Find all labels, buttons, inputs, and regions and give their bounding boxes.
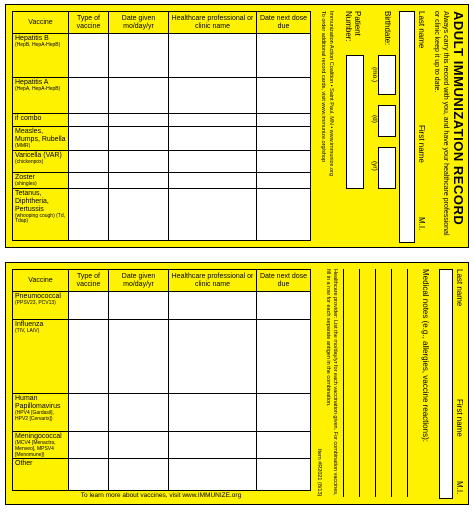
name-field[interactable] — [439, 269, 453, 499]
patient-number-label: Patient Number: — [344, 11, 362, 42]
entry-cell[interactable] — [69, 188, 109, 240]
birth-year-field[interactable] — [378, 147, 396, 189]
entry-cell[interactable] — [109, 320, 169, 394]
year-hint: (yr) — [371, 161, 378, 171]
mi-label: M.I. — [417, 217, 426, 231]
vaccine-cell — [13, 320, 69, 394]
table-row — [13, 114, 311, 127]
mi-label: M.I. — [455, 481, 464, 495]
header-next-dose: Date next dose due — [257, 12, 311, 34]
vaccine-cell — [13, 78, 69, 114]
name-field[interactable] — [399, 11, 415, 243]
vaccine-abbrev: (HepA, HepA-HepB) — [15, 86, 61, 92]
entry-cell[interactable] — [257, 292, 311, 320]
last-name-label: Last name — [417, 11, 426, 49]
entry-cell[interactable] — [257, 34, 311, 78]
table-header-row — [13, 12, 311, 34]
entry-cell[interactable] — [109, 432, 169, 459]
first-name-label: First name — [417, 125, 426, 163]
vaccine-cell — [13, 188, 69, 240]
entry-cell[interactable] — [257, 459, 311, 491]
last-name-label: Last name — [455, 269, 464, 307]
vaccine-name: Hepatitis A — [15, 79, 49, 86]
vaccine-abbrev: (HepB, HepA-HepB) — [15, 42, 61, 48]
entry-cell[interactable] — [257, 172, 311, 188]
vaccine-cell — [13, 34, 69, 78]
entry-cell[interactable] — [69, 150, 109, 172]
table-row — [13, 188, 311, 240]
entry-cell[interactable] — [169, 150, 257, 172]
notes-line — [343, 269, 344, 497]
table-row — [13, 78, 311, 114]
entry-cell[interactable] — [257, 78, 311, 114]
entry-cell[interactable] — [257, 320, 311, 394]
vaccine-cell — [13, 150, 69, 172]
table-row — [13, 292, 311, 320]
birth-month-field[interactable] — [378, 55, 396, 95]
entry-cell[interactable] — [109, 459, 169, 491]
vaccine-abbrev: (MCV4 [Menactra, Menveo], MPSV4 [Menomune]) — [15, 440, 56, 458]
vaccine-name: Measles, Mumps, Rubella — [15, 128, 66, 143]
table-row — [13, 127, 311, 151]
entry-cell[interactable] — [257, 394, 311, 432]
header-vaccine: Vaccine — [13, 270, 69, 292]
vaccine-cell — [13, 292, 69, 320]
vaccine-cell — [13, 459, 69, 491]
vaccine-cell — [13, 432, 69, 459]
entry-cell[interactable] — [69, 459, 109, 491]
entry-cell[interactable] — [109, 78, 169, 114]
entry-cell[interactable] — [109, 127, 169, 151]
header-date-given: Date given mo/day/yr — [109, 270, 169, 292]
header-vaccine: Vaccine — [13, 12, 69, 34]
table-row — [13, 394, 311, 432]
entry-cell[interactable] — [169, 459, 257, 491]
table-header-row — [13, 270, 311, 292]
entry-cell[interactable] — [109, 34, 169, 78]
vaccine-abbrev: (whooping cough) (Td, Tdap) — [15, 212, 66, 225]
front-info-panel — [312, 5, 470, 247]
entry-cell[interactable] — [109, 150, 169, 172]
table-row — [13, 172, 311, 188]
vaccine-cell — [13, 127, 69, 151]
vaccine-name: Pneumococcal — [15, 293, 61, 300]
header-date-given: Date given mo/day/yr — [109, 12, 169, 34]
entry-cell[interactable] — [69, 292, 109, 320]
card-footer: Immunization Action Coalition • Saint Paul, MN • www.immunize.org — [328, 11, 334, 176]
entry-cell[interactable] — [169, 78, 257, 114]
entry-cell[interactable] — [69, 432, 109, 459]
first-name-label: First name — [455, 399, 464, 437]
entry-cell[interactable] — [109, 188, 169, 240]
entry-cell[interactable] — [69, 78, 109, 114]
table-row — [13, 459, 311, 491]
table-row — [13, 150, 311, 172]
patient-number-field[interactable] — [346, 55, 364, 189]
entry-cell[interactable] — [69, 127, 109, 151]
notes-line — [391, 269, 392, 497]
learn-more-footer: To learn more about vaccines, visit www.IMMUNIZE.org — [80, 492, 242, 499]
card-footer-order: To order additional record cards, visit www.immunize.org/shop — [320, 11, 326, 163]
table-row — [13, 34, 311, 78]
back-info-panel — [312, 263, 470, 504]
entry-cell[interactable] — [257, 432, 311, 459]
entry-cell[interactable] — [257, 188, 311, 240]
entry-cell[interactable] — [109, 394, 169, 432]
vaccine-abbrev: (shingles) — [15, 180, 37, 187]
entry-cell[interactable] — [169, 34, 257, 78]
vaccine-name: Influenza — [15, 321, 44, 328]
card-title: ADULT IMMUNIZATION RECORD — [451, 11, 466, 226]
header-type: Type of vaccine — [69, 12, 109, 34]
entry-cell[interactable] — [169, 172, 257, 188]
entry-cell[interactable] — [69, 394, 109, 432]
birthdate-label: Birthdate: — [383, 11, 392, 46]
month-hint: (mo.) — [371, 67, 378, 83]
entry-cell[interactable] — [169, 188, 257, 240]
vaccine-abbrev: (PPSV23, PCV13) — [15, 300, 56, 306]
card-subtitle: Always carry this record with you, and have your healthcare professional or clinic keep it up to date. — [433, 11, 449, 236]
vaccine-cell — [13, 172, 69, 188]
vaccine-name: Meningococcal — [15, 433, 62, 440]
entry-cell[interactable] — [169, 114, 257, 127]
day-hint: (d) — [371, 115, 378, 123]
birth-day-field[interactable] — [378, 105, 396, 137]
vaccine-cell — [13, 394, 69, 432]
entry-cell[interactable] — [109, 292, 169, 320]
vaccine-name: Other — [15, 460, 33, 468]
header-provider: Healthcare professional or clinic name — [169, 12, 257, 34]
vaccine-name: if combo — [15, 115, 42, 122]
entry-cell[interactable] — [109, 172, 169, 188]
provider-instructions: Healthcare provider: List the mo/day/yr for each vaccination given. For combination vaccines, fill in a row for each separate antigen in the combination. — [325, 269, 338, 496]
entry-cell[interactable] — [169, 292, 257, 320]
vaccine-abbrev: (TIV, LAIV) — [15, 328, 40, 334]
entry-cell[interactable] — [169, 127, 257, 151]
medical-notes-label: Medical notes (e.g., allergies, vaccine reactions): — [421, 269, 430, 442]
entry-cell[interactable] — [69, 320, 109, 394]
vaccine-abbrev: (HPV4 [Gardasil], HPV2 [Cervarix]) — [15, 410, 54, 422]
header-provider: Healthcare professional or clinic name — [169, 270, 257, 292]
table-row — [13, 320, 311, 394]
vaccine-abbrev: (chickenpox) — [15, 158, 44, 165]
notes-line — [359, 269, 360, 497]
top-vaccine-table — [12, 11, 311, 241]
notes-line — [375, 269, 376, 497]
item-number: Item #R2021 (8/13) — [316, 449, 322, 497]
entry-cell[interactable] — [109, 114, 169, 127]
vaccine-name: Human Papillomavirus — [15, 395, 61, 410]
entry-cell[interactable] — [257, 114, 311, 127]
top-vaccine-table-wrap — [12, 11, 310, 241]
vaccine-name: Zoster — [15, 173, 35, 181]
entry-cell[interactable] — [257, 127, 311, 151]
entry-cell[interactable] — [69, 114, 109, 127]
header-next-dose: Date next dose due — [257, 270, 311, 292]
vaccine-abbrev: (MMR) — [15, 143, 31, 149]
table-row — [13, 432, 311, 459]
entry-cell[interactable] — [69, 34, 109, 78]
bottom-vaccine-table — [12, 269, 311, 491]
immunization-card-front — [5, 4, 469, 248]
entry-cell[interactable] — [169, 394, 257, 432]
vaccine-name: Tetanus, Diphtheria, Pertussis — [15, 189, 49, 213]
entry-cell[interactable] — [257, 150, 311, 172]
vaccine-name: Hepatitis B — [15, 35, 49, 42]
entry-cell[interactable] — [169, 432, 257, 459]
vaccine-cell — [13, 114, 69, 127]
notes-line — [407, 269, 408, 497]
bottom-vaccine-table-wrap — [12, 269, 310, 491]
entry-cell[interactable] — [169, 320, 257, 394]
header-type: Type of vaccine — [69, 270, 109, 292]
vaccine-name: Varicella (VAR) — [15, 151, 62, 159]
immunization-card-back — [5, 262, 469, 505]
entry-cell[interactable] — [69, 172, 109, 188]
